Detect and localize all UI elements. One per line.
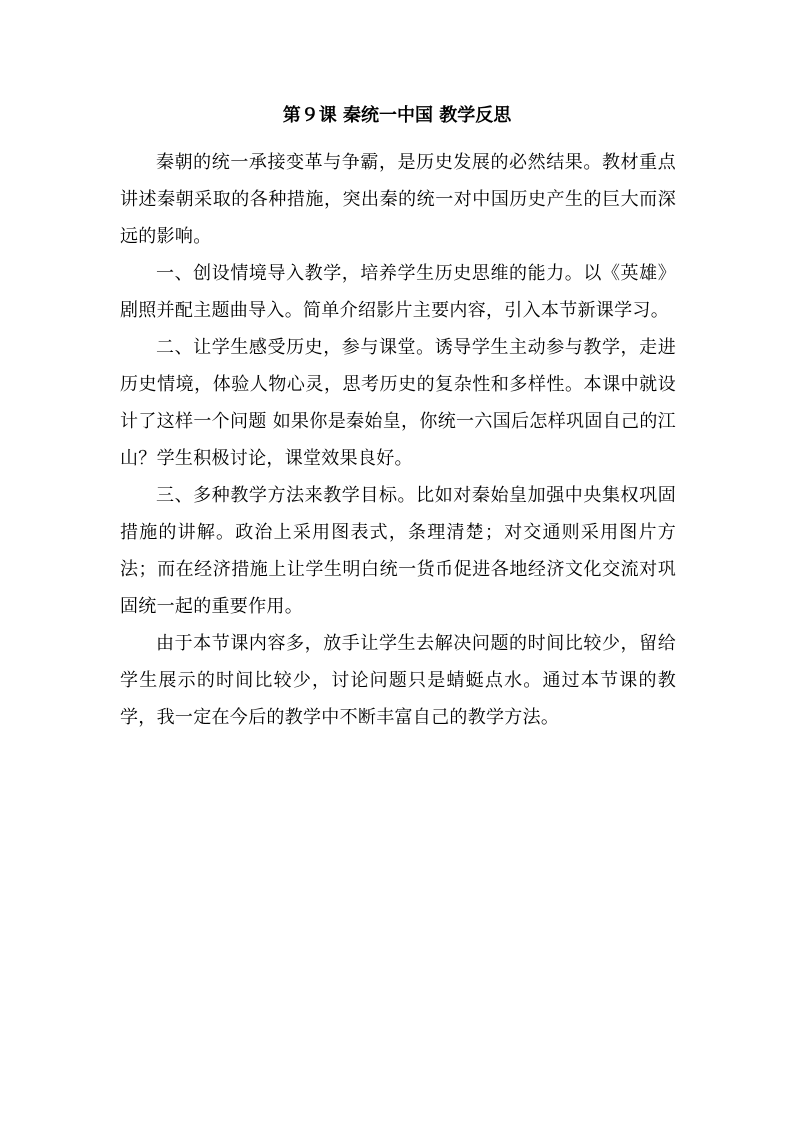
paragraph-point-3: 三、多种教学方法来教学目标。比如对秦始皇加强中央集权巩固措施的讲解。政治上采用图表式，条理清楚；对交通则采用图片方法；而在经济措施上让学生明白统一货币促进各地经济文化交流对巩固统一起的重要作用。 xyxy=(120,485,676,617)
paragraph-point-2: 二、让学生感受历史，参与课堂。诱导学生主动参与教学，走进历史情境，体验人物心灵，思考历史的复杂性和多样性。本课中就设计了这样一个问题 如果你是秦始皇，你统一六国后怎样巩固自己的江山？学生积极讨论，课堂效果良好。 xyxy=(120,337,676,469)
paragraph-point-1: 一、创设情境导入教学，培养学生历史思维的能力。以《英雄》剧照并配主题曲导入。简单介绍影片主要内容，引入本节新课学习。 xyxy=(120,263,676,321)
paragraph-intro: 秦朝的统一承接变革与争霸，是历史发展的必然结果。教材重点讲述秦朝采取的各种措施，突出秦的统一对中国历史产生的巨大而深远的影响。 xyxy=(120,152,676,247)
document-title: 第９课 秦统一中国 教学反思 xyxy=(282,105,512,126)
document-body xyxy=(120,144,676,736)
paragraph-conclusion: 由于本节课内容多，放手让学生去解决问题的时间比较少，留给学生展示的时间比较少，讨论问题只是蜻蜓点水。通过本节课的教学，我一定在今后的教学中不断丰富自己的教学方法。 xyxy=(120,633,676,728)
